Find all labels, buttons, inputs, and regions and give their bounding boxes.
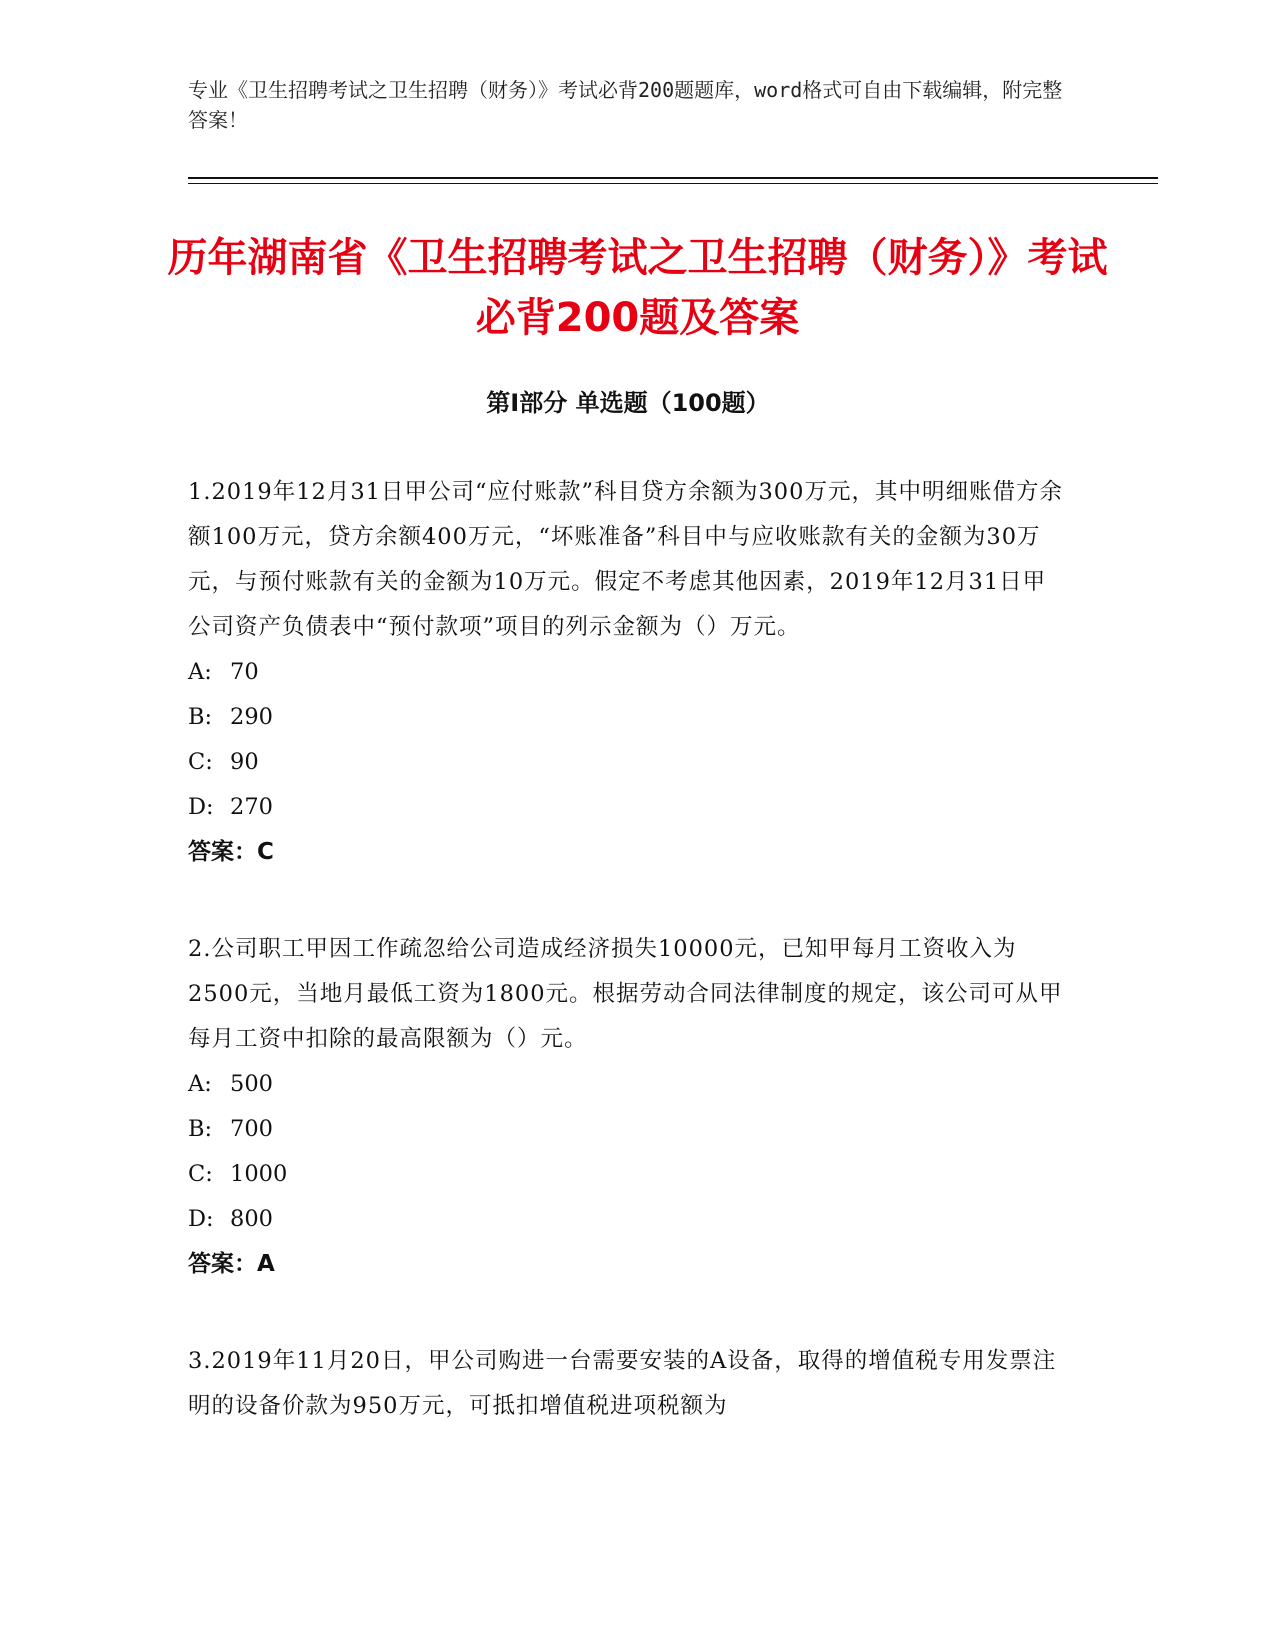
section-title: 第I部分 单选题（100题） [486,389,770,417]
answer-line: 答案：A [188,1251,275,1277]
question-3 [188,1339,1068,1429]
option-text: 70 [230,659,259,685]
document-intro: 专业《卫生招聘考试之卫生招聘（财务）》考试必背200题题库，word格式可自由下载编辑，附完整答案！ [188,78,1063,132]
question-stem: 2.公司职工甲因工作疏忽给公司造成经济损失10000元，已知甲每月工资收入为2500元，当地月最低工资为1800元。根据劳动合同法律制度的规定，该公司可从甲每月工资中扣除的最高限额为（）元。 [188,936,1063,1052]
option-letter: B: [188,1116,213,1142]
option-d [188,1197,1068,1242]
option-text: 90 [230,749,259,775]
option-text: 800 [230,1206,273,1232]
document-title: 历年湖南省《卫生招聘考试之卫生招聘（财务）》考试必背200题及答案 [167,235,1108,341]
option-b [188,695,1068,740]
option-letter: C: [188,749,213,775]
option-letter: B: [188,704,213,730]
option-text: 700 [230,1116,273,1142]
option-text: 1000 [230,1161,288,1187]
option-a [188,650,1068,695]
option-letter: A: [188,1071,212,1097]
option-c [188,1152,1068,1197]
option-d [188,785,1068,830]
option-text: 290 [230,704,273,730]
option-letter: C: [188,1161,213,1187]
question-stem: 1.2019年12月31日甲公司“应付账款”科目贷方余额为300万元，其中明细账借方余额100万元，贷方余额400万元，“坏账准备”科目中与应收账款有关的金额为30万元，与预付账款有关的金额为10万元。假定不考虑其他因素，2019年12月31日甲公司资产负债表中“预付款项”项目的列示金额为（）万元。 [188,479,1063,640]
header-divider-thick [188,177,1158,179]
option-letter: A: [188,659,212,685]
option-text: 500 [230,1071,273,1097]
option-c [188,740,1068,785]
option-letter: D: [188,1206,214,1232]
question-list [188,470,1068,1481]
option-text: 270 [230,794,273,820]
answer-line: 答案：C [188,839,274,865]
header-divider-thin [188,183,1158,184]
option-b [188,1107,1068,1152]
option-a [188,1062,1068,1107]
question-2 [188,927,1068,1287]
question-1 [188,470,1068,875]
question-stem: 3.2019年11月20日，甲公司购进一台需要安装的A设备，取得的增值税专用发票注明的设备价款为950万元，可抵扣增值税进项税额为 [188,1348,1057,1419]
option-letter: D: [188,794,214,820]
